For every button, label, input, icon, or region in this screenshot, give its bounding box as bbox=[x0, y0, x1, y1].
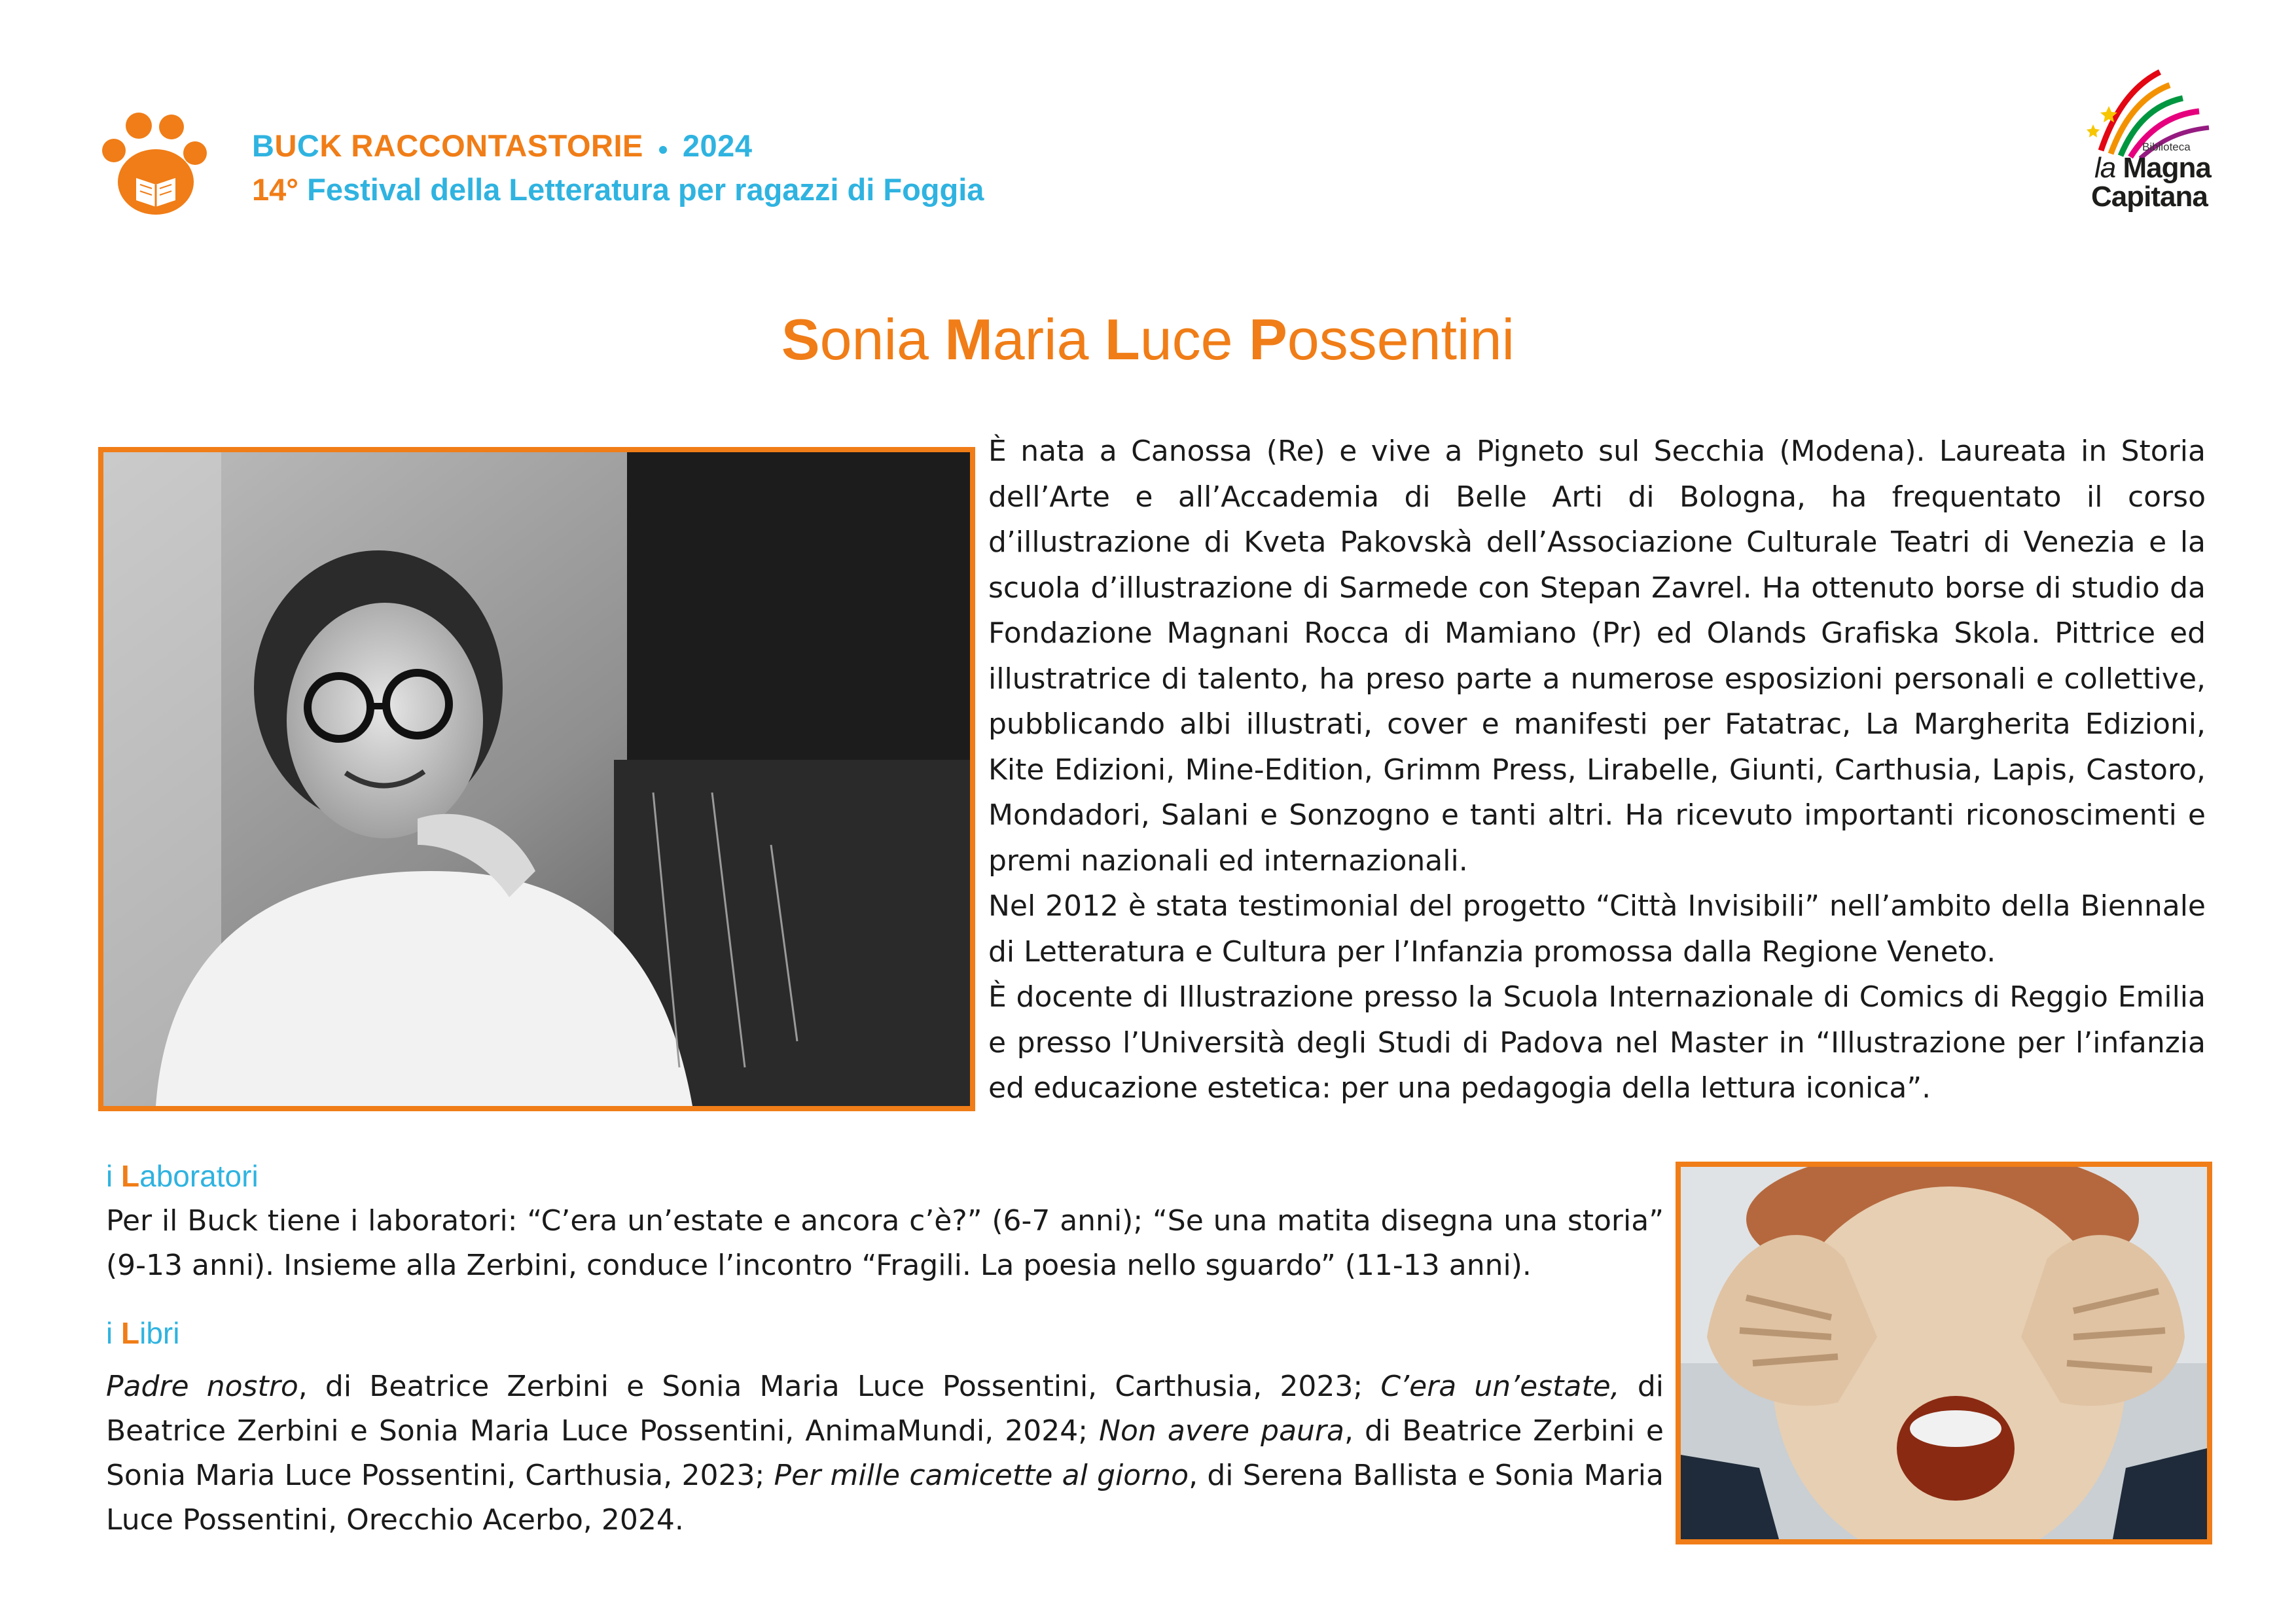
laboratori-text: Per il Buck tiene i laboratori: “C’era un’estate e ancora c’è?” (6-7 anni); “Se una matita disegna una storia” (9-13 anni). Insieme alla Zerbini, conduce l’incontro “Fragili. La poesia nello sguardo” (11-13 anni). bbox=[106, 1204, 1664, 1282]
book-title: Non avere paura bbox=[1099, 1414, 1344, 1448]
bio-paragraph: È nata a Canossa (Re) e vive a Pigneto sul Secchia (Modena). Laureata in Storia dell’Arte e all’Accademia di Belle Arti di Bologna, ha frequentato il corso d’illustrazione di Kveta Pakovskà dell’Associazione Culturale Teatri di Venezia e la scuola d’illustrazione di Sarmede con Stepan Zavrel. Ha ottenuto borse di studio da Fondazione Magnani Rocca di Mamiano (Pr) ed Olands Grafiska Skola. Pittrice ed illustratrice di talento, ha preso parte a numerose esposizioni personali e collettive, pubblicando albi illustrati, cover e manifesti per Fatatrac, La Margherita Edizioni, Kite Edizioni, Mine-Edition, Grimm Press, Lirabelle, Giunti, Carthusia, Lapis, Castoro, Mondadori, Salani e Sonzogno e tanti altri. Ha ricevuto importanti riconoscimenti e premi nazionali ed internazionali. bbox=[988, 435, 2206, 878]
author-portrait bbox=[98, 447, 975, 1111]
page-title: Sonia Maria Luce Possentini bbox=[781, 307, 1515, 372]
festival-year: 2024 bbox=[682, 128, 753, 163]
laboratori-heading: i Laboratori bbox=[106, 1159, 259, 1193]
logo-biblioteca-label: Biblioteca bbox=[2142, 141, 2191, 153]
book-title: Padre nostro bbox=[106, 1370, 298, 1403]
bio-paragraph: È docente di Illustrazione presso la Scuola Internazionale di Comics di Reggio Emilia e presso l’Università degli Studi di Padova nel Master in “Illustrazione per l’infanzia ed educazione estetica: per una pedagogia della lettura iconica”. bbox=[988, 980, 2206, 1105]
festival-brand: BUCK RACCONTASTORIE 2024 bbox=[252, 128, 753, 163]
author-biography bbox=[988, 429, 2206, 1111]
buck-paw-logo bbox=[98, 105, 209, 219]
bio-paragraph: Nel 2012 è stata testimonial del progetto “Città Invisibili” nell’ambito della Biennale di Letteratura e Cultura per l’Infanzia promossa dalla Regione Veneto. bbox=[988, 889, 2206, 969]
book-title: Per mille camicette al giorno bbox=[774, 1459, 1189, 1492]
separator-dot bbox=[659, 146, 667, 154]
festival-subtitle: 14° Festival della Letteratura per ragazzi di Foggia bbox=[252, 172, 984, 207]
logo-capitana: Capitana bbox=[2091, 181, 2208, 213]
book-title: C’era un’estate, bbox=[1380, 1370, 1620, 1403]
logo-magna: la Magna bbox=[2094, 152, 2211, 184]
illustration-image bbox=[1676, 1162, 2212, 1544]
libri-list: Padre nostro, di Beatrice Zerbini e Sonia Maria Luce Possentini, Carthusia, 2023; C’era un’estate, di Beatrice Zerbini e Sonia Maria Luce Possentini, AnimaMundi, 2024; Non avere paura, di Beatrice Zerbini e Sonia Maria Luce Possentini, Carthusia, 2023; Per mille camicette al giorno, di Serena Ballista e Sonia Maria Luce Possentini, Orecchio Acerbo, 2024. bbox=[106, 1370, 1664, 1537]
libri-heading: i Libri bbox=[106, 1316, 180, 1350]
